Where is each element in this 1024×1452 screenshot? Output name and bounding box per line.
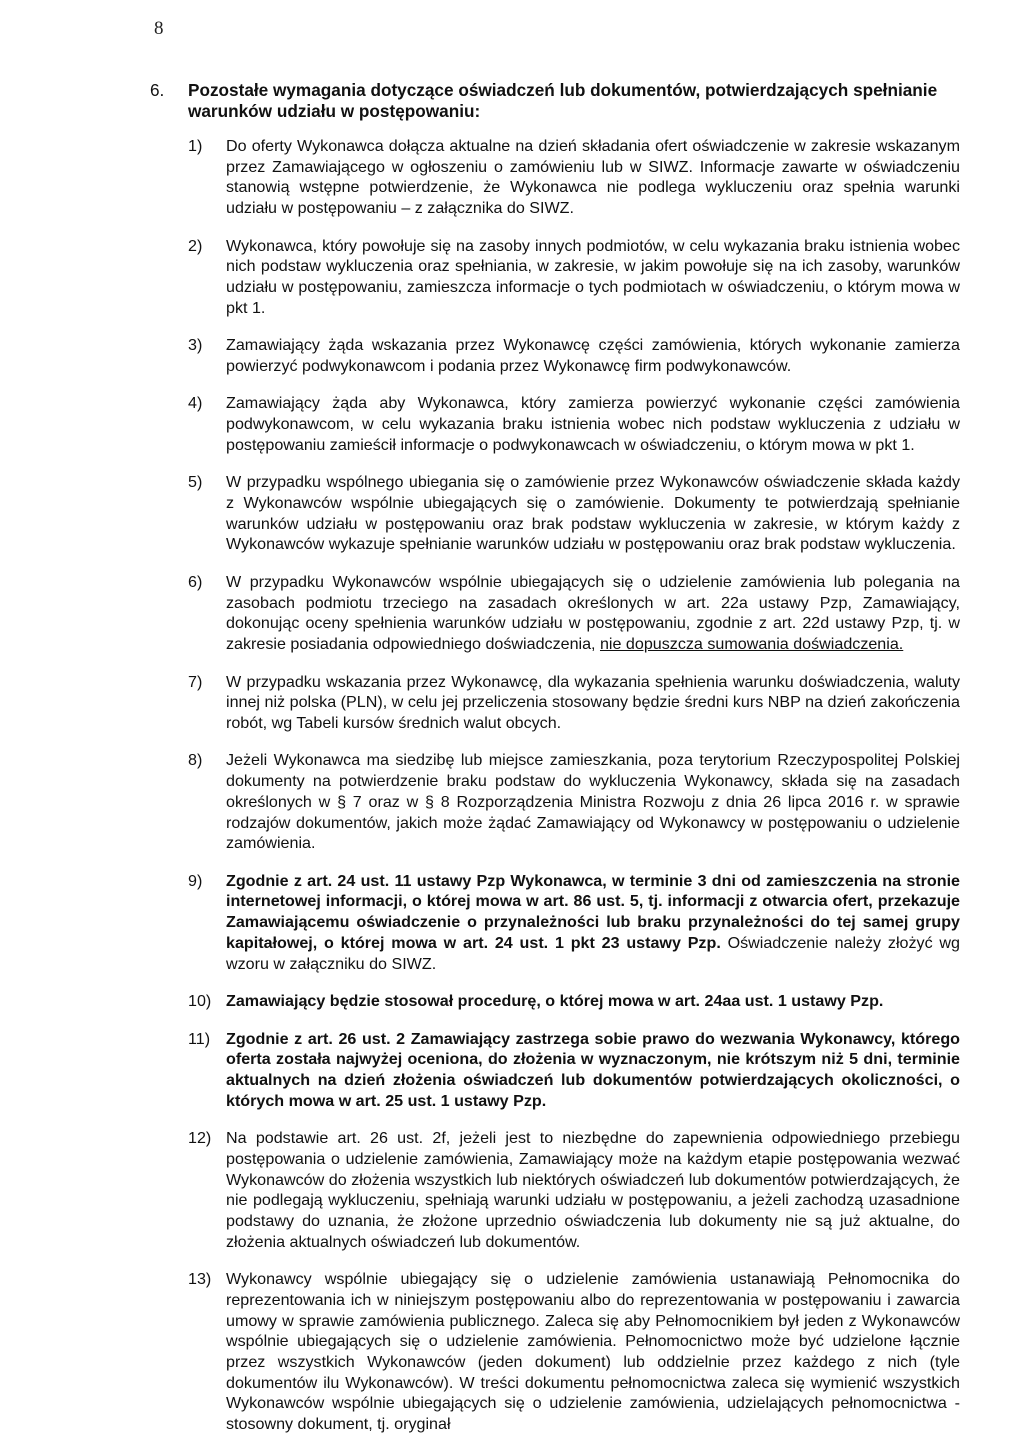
section-heading — [150, 80, 960, 122]
list-item-text — [226, 1269, 960, 1435]
text-run: Zgodnie z art. 24 ust. 11 ustawy Pzp Wykonawca, w terminie 3 dni od zamieszczenia na stronie internetowej informacji, o której mowa w art. 86 ust. 5, tj. informacji z otwarcia ofert, przekazuje Zamawiającemu oświadczenie o przynależności lub braku przynależności do tej samej grupy kapitałowej, o której mowa w art. 24 ust. 1 pkt 23 ustawy Pzp. — [226, 871, 960, 952]
page-number: 8 — [154, 18, 164, 39]
list-item-marker: 7) — [188, 672, 203, 691]
list-item — [150, 1269, 960, 1435]
list-item — [150, 672, 960, 734]
section-title: Pozostałe wymagania dotyczące oświadczeń lub dokumentów, potwierdzających spełnianie warunków udziału w postępowaniu: — [188, 80, 938, 121]
list-item — [150, 1128, 960, 1252]
list-item-text — [226, 472, 960, 555]
list-item-text — [226, 1029, 960, 1112]
text-run: nie dopuszcza sumowania doświadczenia. — [599, 635, 904, 654]
list-item — [150, 472, 960, 555]
list-item-text — [226, 236, 960, 319]
text-run: Zamawiający żąda wskazania przez Wykonawcę części zamówienia, których wykonanie zamierza powierzyć podwykonawcom i podania przez Wykonawcę firm podwykonawców. — [226, 336, 960, 375]
text-run: W przypadku wskazania przez Wykonawcę, dla wykazania spełnienia warunku doświadczenia, waluty innej niż polska (PLN), w celu jej przeliczenia stosowany będzie średni kurs NBP na dzień zakończenia robót, wg Tabeli kursów średnich walut obcych. — [226, 672, 960, 732]
list-item — [150, 236, 960, 319]
requirements-list — [150, 136, 960, 1435]
list-item — [150, 1029, 960, 1112]
list-item — [150, 136, 960, 219]
list-item-marker: 4) — [188, 394, 203, 413]
list-item-marker: 6) — [188, 572, 203, 591]
list-item-marker: 2) — [188, 236, 203, 255]
document-section — [150, 80, 960, 1452]
list-item-marker: 9) — [188, 871, 203, 890]
list-item — [150, 871, 960, 975]
text-run: Do oferty Wykonawca dołącza aktualne na dzień składania ofert oświadczenie w zakresie wskazanym przez Zamawiającego w ogłoszeniu o zamówieniu lub w SIWZ. Informacje zawarte w oświadczeniu stanowią wstępne potwierdzenie, że Wykonawca nie podlega wykluczeniu oraz spełnia warunki udziału w postępowaniu – z załącznika do SIWZ. — [226, 137, 960, 218]
text-run: Zgodnie z art. 26 ust. 2 Zamawiający zastrzega sobie prawo do wezwania Wykonawcy, którego oferta została najwyżej oceniona, do złożenia w wyznaczonym, nie krótszym niż 5 dni, terminie aktualnych na dzień złożenia oświadczeń lub dokumentów potwierdzających okoliczności, o których mowa w art. 25 ust. 1 ustawy Pzp. — [226, 1029, 960, 1110]
list-item-marker: 3) — [188, 336, 203, 355]
list-item-marker: 1) — [188, 137, 203, 155]
list-item-text — [226, 572, 960, 655]
list-item-text — [226, 393, 960, 455]
text-run: Jeżeli Wykonawca ma siedzibę lub miejsce zamieszkania, poza terytorium Rzeczypospolitej Polskiej dokumenty na potwierdzenie braku podstaw do wykluczenia Wykonawcy, składa się na zasadach określonych w § 7 oraz w § 8 Rozporządzenia Ministra Rozwoju z dnia 26 lipca 2016 r. w sprawie rodzajów dokumentów, jakich może żądać Zamawiający od Wykonawcy w postępowaniu o udzielenie zamówienia. — [226, 751, 960, 853]
list-item-text — [226, 871, 960, 975]
list-item — [150, 991, 960, 1012]
list-item-marker: 5) — [188, 473, 203, 492]
text-run: W przypadku wspólnego ubiegania się o zamówienie przez Wykonawców oświadczenie składa każdy z Wykonawców wspólnie ubiegających się o zamówienie. Dokumenty te potwierdzają spełnianie warunków udziału w postępowaniu oraz brak podstaw wykluczenia w zakresie, w którym każdy z Wykonawców wykazuje spełnianie warunków udziału w postępowaniu oraz brak podstaw wykluczenia. — [226, 473, 960, 554]
text-run: Oświadczenie należy złożyć wg wzoru w załączniku do SIWZ. — [226, 933, 960, 973]
text-run: Na podstawie art. 26 ust. 2f, jeżeli jest to niezbędne do zapewnienia odpowiedniego przebiegu postępowania o udzielenie zamówienia, Zamawiający może na każdym etapie postępowania wezwać Wykonawców do złożenia wszystkich lub niektórych oświadczeń lub dokumentów potwierdzających, że nie podlegają wykluczeniu, spełniają warunki udziału w postępowaniu, a jeżeli zachodzą uzasadnione podstawy do uznania, że złożone uprzednio oświadczenia lub dokumenty nie są już aktualne, do złożenia aktualnych oświadczeń lub dokumentów. — [226, 1129, 960, 1251]
list-item-marker: 12) — [188, 1129, 212, 1148]
list-item — [150, 750, 960, 854]
section-number: 6. — [150, 80, 165, 100]
text-run: Zamawiający będzie stosował procedurę, o której mowa w art. 24aa ust. 1 ustawy Pzp. — [226, 992, 884, 1011]
text-run: W przypadku Wykonawców wspólnie ubiegających się o udzielenie zamówienia lub polegania na zasobach podmiotu trzeciego na zasadach określonych w art. 22a ustawy Pzp, Zamawiający, dokonując oceny spełnienia warunków udziału w postępowaniu, zgodnie z art. 22d ustawy Pzp, tj. w zakresie posiadania odpowiedniego doświadczenia, — [226, 572, 960, 654]
text-run: Wykonawca, który powołuje się na zasoby innych podmiotów, w celu wykazania braku istnienia wobec nich podstaw wykluczenia oraz spełniania, w zakresie, w jakim powołuje się na ich zasoby, warunków udziału w postępowaniu, zamieszcza informacje o tych podmiotach w oświadczeniu, o którym mowa w pkt 1. — [226, 236, 960, 317]
list-item — [150, 335, 960, 376]
list-item-text — [226, 1128, 960, 1252]
list-item-marker: 11) — [188, 1029, 211, 1048]
list-item-marker: 8) — [188, 751, 203, 770]
list-item-text — [226, 672, 960, 734]
list-item-marker: 10) — [188, 992, 212, 1011]
list-item-marker: 13) — [188, 1270, 212, 1289]
list-item — [150, 572, 960, 655]
list-item-text — [226, 136, 960, 219]
list-item-text — [226, 750, 960, 854]
text-run: Wykonawcy wspólnie ubiegający się o udzielenie zamówienia ustanawiają Pełnomocnika do reprezentowania ich w niniejszym postępowaniu albo do reprezentowania w postępowaniu i zawarcia umowy w sprawie zamówienia publicznego. Zaleca się aby Pełnomocnikiem był jeden z Wykonawców wspólnie ubiegających się o udzielenie zamówienia. Pełnomocnictwo może być udzielone łącznie przez wszystkich Wykonawców (jeden dokument) lub oddzielnie przez każdego z nich (tyle dokumentów ilu Wykonawców). W treści dokumentu pełnomocnictwa zaleca się wymienić wszystkich Wykonawców wspólnie ubiegających się o udzielenie zamówienia, udzielających pełnomocnictwa - stosowny dokument, tj. oryginał — [226, 1270, 960, 1434]
list-item — [150, 393, 960, 455]
list-item-text — [226, 991, 960, 1012]
list-item-text — [226, 335, 960, 376]
text-run: Zamawiający żąda aby Wykonawca, który zamierza powierzyć wykonanie części zamówienia podwykonawcom, w celu wykazania braku istnienia wobec nich podstaw wykluczenia z udziału w postępowaniu zamieścił informacje o podwykonawcach w oświadczeniu, o którym mowa w pkt 1. — [226, 394, 960, 454]
